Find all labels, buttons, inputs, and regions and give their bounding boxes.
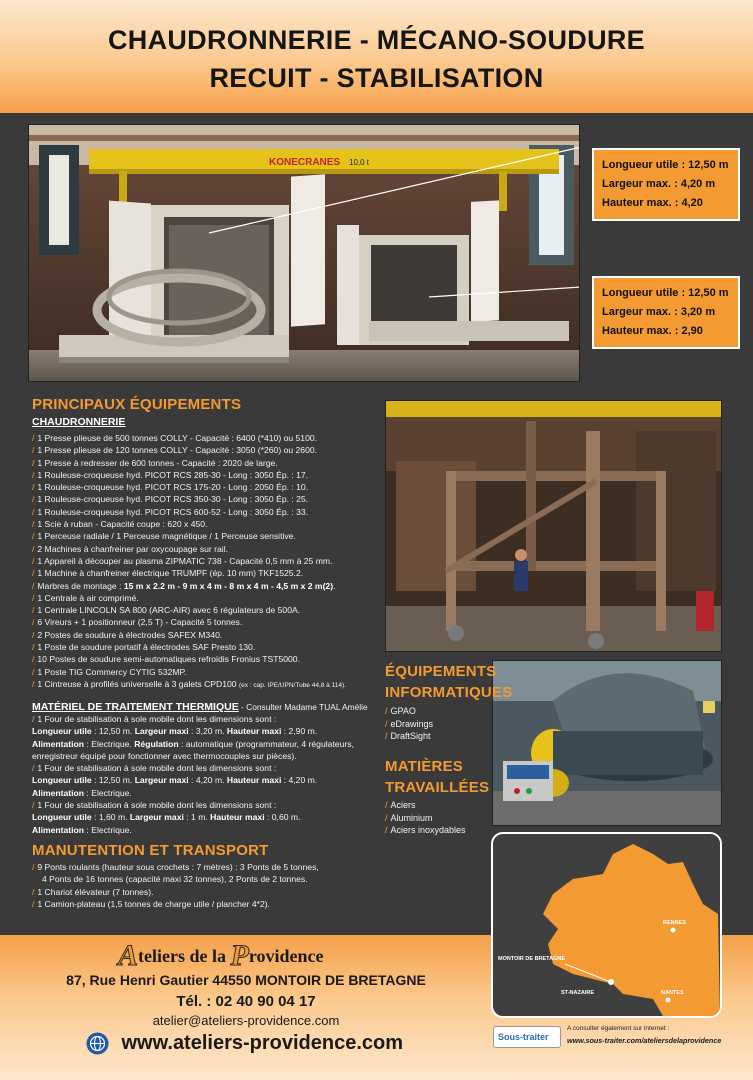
list-item: / 1 Rouleuse-croqueuse hyd. PICOT RCS 350-30 - Long : 3050 Ép. : 25.	[32, 494, 309, 505]
list-item: / 1 Presse plieuse de 500 tonnes COLLY - Capacité : 6400 (*410) ou 5100.	[32, 433, 318, 443]
location-map	[491, 832, 722, 1018]
four2-alim: Alimentation : Electrique.	[32, 787, 132, 798]
list-item: / 10 Postes de soudure semi-automatiques refroidis Fronius TST5000.	[32, 654, 300, 665]
company-email[interactable]: atelier@ateliers-providence.com	[152, 1013, 340, 1028]
map-label-stnazaire: ST-NAZAIRE	[561, 990, 594, 996]
list-item: / 2 Machines à chanfreiner par oxycoupage sur rail.	[32, 543, 228, 554]
list-item: / Aciers inoxydables	[385, 825, 466, 836]
company-address: 87, Rue Henri Gautier 44550 MONTOIR DE BRETAGNE	[66, 972, 426, 988]
furnace-callout-2	[592, 276, 740, 349]
list-item: / DraftSight	[385, 731, 431, 742]
list-item: / 1 Rouleuse-croqueuse hyd. PICOT RCS 285-30 - Long : 3050 Ép. : 17.	[32, 469, 309, 480]
list-item: / eDrawings	[385, 718, 434, 729]
sous-traiter-url[interactable]: www.sous-traiter.com/ateliersdelaprovidence	[567, 1036, 722, 1045]
website-link[interactable]	[86, 1032, 403, 1055]
list-item: / Aluminium	[385, 812, 433, 823]
four2-dims: Longueur utile : 12,50 m. Largeur maxi : 4,20 m. Hauteur maxi : 4,20 m.	[32, 775, 318, 786]
company-initial-p: P	[230, 939, 249, 972]
list-item-cintreuse: / 1 Cintreuse à profilés universelle à 3 galets CPD100 (ex : cap. IPE/UPN/Tube 44,8 à 114).	[32, 678, 346, 689]
chaudronnerie-title: CHAUDRONNERIE	[32, 416, 126, 428]
nantes-marker	[666, 998, 671, 1003]
equipements-list	[32, 432, 382, 692]
callout-1-longueur: Longueur utile : 12,50 m	[602, 159, 729, 171]
list-item: / 1 Centrale à air comprimé.	[32, 592, 139, 603]
list-item: / 1 Poste de soudure portatif à électrodes SAF Presto 130.	[32, 642, 256, 653]
callout-2-largeur: Largeur max. : 3,20 m	[602, 306, 716, 318]
sous-traiter-banner[interactable]	[493, 1022, 723, 1052]
map-label-rennes: RENNES	[663, 920, 686, 926]
globe-icon	[86, 1032, 109, 1055]
crane-load-label: 10,0 t	[349, 158, 370, 167]
callout-2-hauteur: Hauteur max. : 2,90	[602, 325, 703, 337]
informatique-list	[385, 705, 433, 743]
list-item: / 1 Four de stabilisation à sole mobile dont les dimensions sont :	[32, 714, 277, 724]
list-item: / 1 Camion-plateau (1,5 tonnes de charge utile / plancher 4*2).	[32, 898, 271, 909]
list-item: / 9 Ponts roulants (hauteur sous crochets : 7 mètres) : 3 Ponts de 5 tonnes,	[32, 862, 319, 872]
traitement-list	[32, 713, 382, 836]
sous-traiter-logo: Sous-traiter	[493, 1026, 561, 1048]
traitement-title-text: MATÉRIEL DE TRAITEMENT THERMIQUE	[32, 701, 239, 713]
furnace-photo	[28, 124, 580, 382]
matieres-list	[385, 799, 466, 837]
four3-alim: Alimentation : Electrique.	[32, 824, 132, 835]
matieres-title-line1: MATIÈRES	[385, 758, 463, 775]
list-item: / 6 Vireurs + 1 positionneur (2,5 T) - Capacité 5 tonnes.	[32, 617, 243, 628]
four1-dims: Longueur utile : 12,50 m. Largeur maxi : 3,20 m. Hauteur maxi : 2,90 m.	[32, 726, 318, 737]
four1-reg: enregistreur équipé pour fonctionner avec thermocouples sur pièces).	[32, 750, 297, 761]
list-item: / 1 Presse plieuse de 120 tonnes COLLY - Capacité : 3050 (*260) ou 2600.	[32, 445, 318, 456]
informatique-title-line2: INFORMATIQUES	[385, 684, 513, 701]
rennes-marker	[671, 928, 676, 933]
four1-alim: Alimentation : Electrique. Régulation : automatique (programmateur, 4 régulateurs,	[32, 738, 354, 749]
manutention-list	[32, 861, 382, 910]
list-item: / 1 Perceuse radiale / 1 Perceuse magnétique / 1 Perceuse sensitive.	[32, 531, 296, 542]
company-phone: Tél. : 02 40 90 04 17	[176, 993, 316, 1010]
matieres-title	[385, 756, 489, 798]
crane-brand-label: KONECRANES	[269, 157, 341, 168]
callout-2-longueur: Longueur utile : 12,50 m	[602, 287, 729, 299]
list-item: / 1 Centrale LINCOLN SA 800 (ARC-AIR) avec 6 régulateurs de 500A.	[32, 605, 301, 616]
roller-photo	[492, 660, 722, 826]
company-name: Ateliers de la Providence	[118, 939, 324, 972]
list-item: / 1 Presse à redresser de 600 tonnes - Capacité : 2020 de large.	[32, 457, 278, 468]
manutention-title: MANUTENTION ET TRANSPORT	[32, 842, 269, 859]
header-title-line1: CHAUDRONNERIE - MÉCANO-SOUDURE	[107, 25, 645, 55]
company-initial-a: A	[118, 939, 139, 972]
list-item: / 1 Four de stabilisation à sole mobile dont les dimensions sont :	[32, 763, 277, 774]
informatique-title-line1: ÉQUIPEMENTS	[385, 663, 497, 680]
matieres-title-line2: TRAVAILLÉES	[385, 779, 490, 796]
equipements-title: PRINCIPAUX ÉQUIPEMENTS	[32, 396, 242, 413]
list-item: 4 Ponts de 16 tonnes (capacité maxi 32 tonnes), 2 Ponts de 2 tonnes.	[42, 874, 308, 885]
list-item: / 2 Postes de soudure à électrodes SAFEX M340.	[32, 629, 223, 640]
furnace-callout-1	[592, 148, 740, 221]
list-item: / 1 Four de stabilisation à sole mobile dont les dimensions sont :	[32, 800, 277, 811]
list-item: / 1 Appareil à découper au plasma ZIPMATIC 738 - Capacité 0,5 mm à 25 mm.	[32, 555, 333, 566]
list-item: / 1 Machine à chanfreiner électrique TRUMPF (ép. 10 mm) TKF1525.2.	[32, 568, 304, 579]
website-url[interactable]: www.ateliers-providence.com	[121, 1032, 404, 1054]
callout-1-hauteur: Hauteur max. : 4,20	[602, 197, 703, 209]
header-title-line2: RECUIT - STABILISATION	[209, 63, 544, 93]
traitement-consult: - Consulter Madame TUAL Amélie	[238, 702, 368, 712]
list-item: / GPAO	[385, 706, 416, 716]
list-item: / 1 Chariot élévateur (7 tonnes).	[32, 886, 154, 897]
list-item: / 1 Rouleuse-croqueuse hyd. PICOT RCS 175-20 - Long : 2050 Ép. : 10.	[32, 482, 309, 493]
welding-frame-photo	[385, 400, 722, 652]
map-label-montoir: MONTOIR DE BRETAGNE	[498, 956, 566, 962]
list-item: / 1 Scie à ruban - Capacité coupe : 620 x 450.	[32, 519, 208, 530]
list-item: / 1 Rouleuse-croqueuse hyd. PICOT RCS 600-52 - Long : 3050 Ép. : 33.	[32, 506, 309, 517]
callout-1-largeur: Largeur max. : 4,20 m	[602, 178, 716, 190]
page-header	[0, 0, 753, 113]
list-item: / Aciers	[385, 800, 416, 810]
map-label-nantes: NANTES	[661, 990, 684, 996]
list-item-marbres: / Marbres de montage : 15 m x 2.2 m - 9 m x 4 m - 8 m x 4 m - 4,5 m x 2 m(2).	[32, 580, 336, 591]
sous-traiter-tagline: A consulter également sur internet :	[567, 1025, 670, 1032]
informatique-title	[385, 661, 512, 703]
list-item: / 1 Poste TIG Commercy CYTIG 532MP.	[32, 666, 187, 677]
four3-dims: Longueur utile : 1,60 m. Largeur maxi : 1 m. Hauteur maxi : 0,60 m.	[32, 812, 301, 823]
